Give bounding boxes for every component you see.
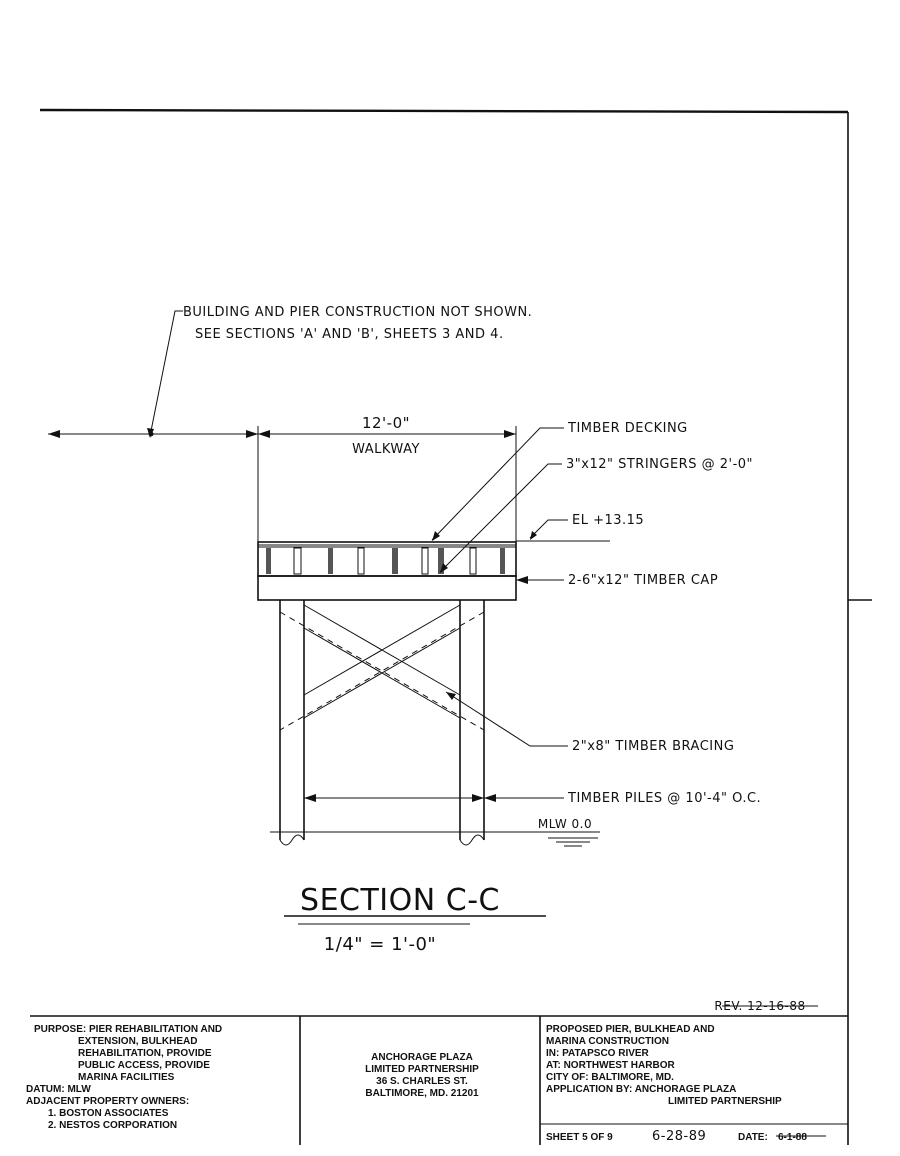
date-struck: 6-1-88 — [778, 1132, 807, 1143]
sheet-number: SHEET 5 OF 9 — [546, 1132, 613, 1143]
mlw-label: MLW 0.0 — [537, 817, 593, 831]
callouts — [304, 421, 761, 806]
timber-bracing — [280, 605, 484, 730]
purpose-line-3: REHABILITATION, PROVIDE — [78, 1048, 212, 1059]
section-title-block — [284, 883, 546, 955]
project-location: IN: PATAPSCO RIVER — [546, 1048, 649, 1059]
title-block-right — [546, 1024, 826, 1144]
timber-piles — [280, 600, 484, 845]
walkway-dimension-value: 12'-0" — [361, 414, 411, 432]
applicant-type: LIMITED PARTNERSHIP — [365, 1064, 479, 1075]
section-scale: 1/4" = 1'-0" — [323, 934, 437, 955]
callout-stringers: 3"x12" STRINGERS @ 2'-0" — [566, 457, 754, 472]
sheet-date: 6-28-89 — [652, 1129, 707, 1144]
application-by: APPLICATION BY: ANCHORAGE PLAZA — [546, 1084, 737, 1095]
adjacent-owner-1: 1. BOSTON ASSOCIATES — [48, 1108, 169, 1119]
callout-bracing: 2"x8" TIMBER BRACING — [572, 739, 735, 754]
purpose-line-5: MARINA FACILITIES — [78, 1072, 175, 1083]
callout-decking: TIMBER DECKING — [568, 421, 688, 436]
timber-deck — [258, 542, 516, 600]
title-block-left — [26, 1024, 222, 1131]
walkway-label: WALKWAY — [352, 442, 420, 457]
purpose-line-1: PURPOSE: PIER REHABILITATION AND — [34, 1024, 223, 1035]
revision-label: REV. 12-16-88 — [714, 999, 806, 1013]
title-block-center — [365, 1052, 479, 1099]
applicant-city: BALTIMORE, MD. 21201 — [365, 1088, 479, 1099]
note-line-1: BUILDING AND PIER CONSTRUCTION NOT SHOWN. — [183, 305, 533, 320]
datum: DATUM: MLW — [26, 1084, 91, 1095]
purpose-line-2: EXTENSION, BULKHEAD — [78, 1036, 198, 1047]
note-line-2: SEE SECTIONS 'A' AND 'B', SHEETS 3 AND 4. — [195, 327, 504, 342]
walkway-dimension — [48, 414, 516, 457]
revision — [714, 999, 818, 1013]
application-by-cont: LIMITED PARTNERSHIP — [668, 1096, 782, 1107]
project-line-1: PROPOSED PIER, BULKHEAD AND — [546, 1024, 715, 1035]
project-site: AT: NORTHWEST HARBOR — [546, 1060, 675, 1071]
callout-piles: TIMBER PILES @ 10'-4" O.C. — [568, 791, 762, 806]
section-title: SECTION C-C — [300, 883, 500, 918]
adjacent-owners-heading: ADJACENT PROPERTY OWNERS: — [26, 1096, 190, 1107]
applicant-street: 36 S. CHARLES ST. — [376, 1076, 468, 1087]
stringers — [266, 548, 505, 574]
adjacent-owner-2: 2. NESTOS CORPORATION — [48, 1120, 178, 1131]
callout-cap: 2-6"x12" TIMBER CAP — [568, 573, 719, 588]
mlw-water-line — [270, 817, 600, 846]
project-line-2: MARINA CONSTRUCTION — [546, 1036, 669, 1047]
callout-elevation: EL +13.15 — [572, 513, 645, 528]
general-note — [147, 305, 532, 438]
sheet-border — [40, 110, 872, 1145]
date-label: DATE: — [738, 1132, 768, 1143]
purpose-line-4: PUBLIC ACCESS, PROVIDE — [78, 1060, 210, 1071]
timber-cap — [258, 576, 516, 600]
project-city: CITY OF: BALTIMORE, MD. — [546, 1072, 674, 1083]
note-leader — [150, 311, 183, 436]
applicant-name: ANCHORAGE PLAZA — [371, 1052, 473, 1063]
